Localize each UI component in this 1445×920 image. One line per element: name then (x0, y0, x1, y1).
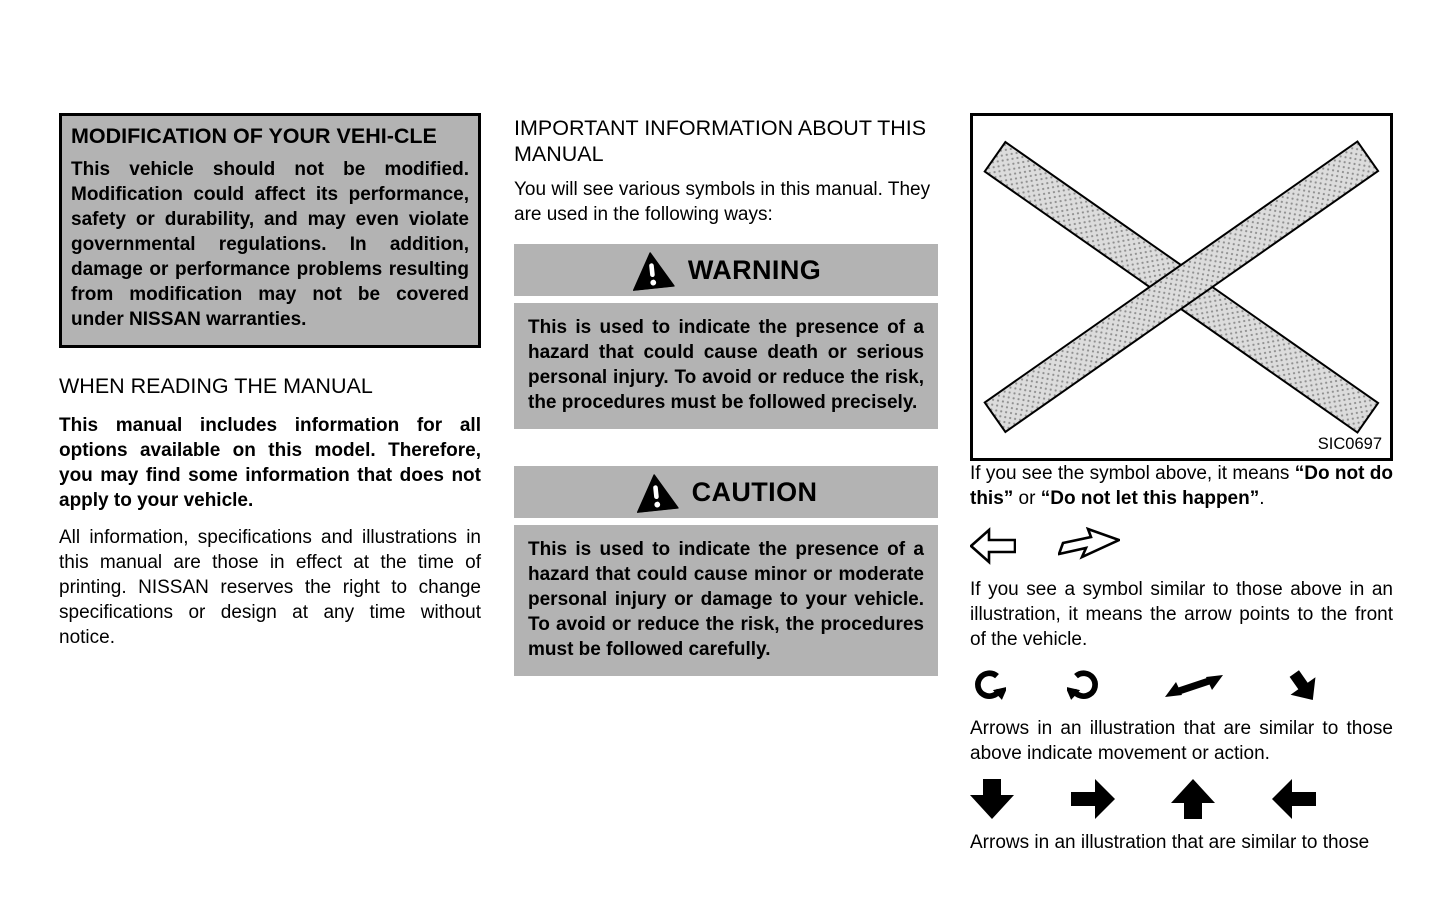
warning-label: WARNING (687, 254, 822, 285)
solid-angled-arrow-icon (1284, 667, 1322, 705)
outline-arrow-right-perspective-icon (1058, 527, 1120, 565)
when-reading-bold-paragraph: This manual includes information for all options available on this model. Therefore, you may find some information that does not apply to your vehicle. (59, 415, 481, 511)
warning-header-bar (514, 244, 938, 296)
modification-notice-box (59, 113, 481, 348)
do-not-x-icon (973, 116, 1390, 458)
outline-arrow-left-icon (970, 526, 1016, 566)
middle-column (514, 113, 938, 676)
double-headed-diagonal-arrow-icon (1165, 671, 1223, 701)
front-arrow-paragraph: If you see a symbol similar to those above in an illustration, it means the arrow points to the front of the vehicle. (970, 579, 1393, 650)
caution-body-box (514, 525, 938, 676)
curved-arrow-left-icon (970, 667, 1006, 705)
caution-header-bar (514, 466, 938, 518)
warning-triangle-icon (629, 249, 675, 290)
caution-body-text: This is used to indicate the presence of a hazard that could cause minor or moderate personal injury or damage to your vehicle. To avoid or reduce the risk, the procedures must be followed carefully. (528, 539, 924, 660)
solid-arrow-up-icon (1171, 779, 1215, 819)
do-not-paragraph (970, 461, 1393, 511)
solid-arrow-left-icon (1272, 779, 1316, 819)
do-not-text-or: or (1013, 488, 1041, 509)
modification-box-title: MODIFICATION OF YOUR VEHI-CLE (71, 124, 437, 148)
solid-arrow-down-icon (970, 779, 1014, 819)
solid-arrows-row (970, 779, 1316, 819)
when-reading-paragraph: All information, specifications and illustrations in this manual are those in effect at the time of printing. NISSAN reserves the right to change specifications or design at any time without notice. (59, 527, 481, 648)
direction-arrows-row (970, 526, 1393, 566)
when-reading-heading: WHEN READING THE MANUAL (59, 374, 373, 398)
right-column (970, 113, 1393, 855)
warning-body-box (514, 303, 938, 429)
curved-arrow-right-icon (1067, 667, 1103, 705)
caution-triangle-icon (633, 471, 679, 512)
important-info-heading: IMPORTANT INFORMATION ABOUT THIS MANUAL (514, 116, 927, 166)
bottom-truncated-paragraph: Arrows in an illustration that are similar to those (970, 832, 1370, 853)
movement-paragraph: Arrows in an illustration that are similar to those above indicate movement or action. (970, 718, 1393, 764)
do-not-bold-1: “Do not do this” (970, 463, 1393, 509)
movement-arrows-row (970, 667, 1322, 705)
do-not-text-pre: If you see the symbol above, it means (970, 463, 1295, 484)
figure-code-label: SIC0697 (1317, 435, 1382, 453)
do-not-symbol-figure (970, 113, 1393, 461)
do-not-text-period: . (1259, 488, 1265, 509)
caution-label: CAUTION (691, 476, 818, 507)
do-not-bold-2: “Do not let this happen” (1040, 488, 1260, 509)
important-info-intro: You will see various symbols in this manual. They are used in the following ways: (514, 179, 931, 225)
solid-arrow-right-icon (1071, 779, 1115, 819)
left-column (59, 113, 481, 650)
warning-body-text: This is used to indicate the presence of a hazard that could cause death or serious personal injury. To avoid or reduce the risk, the procedures must be followed precisely. (528, 317, 924, 413)
modification-box-body: This vehicle should not be modified. Modification could affect its performance, safety or durability, and may even violate governmental regulations. In addition, damage or performance problems resulting from modification may not be covered under NISSAN warranties. (71, 159, 469, 330)
